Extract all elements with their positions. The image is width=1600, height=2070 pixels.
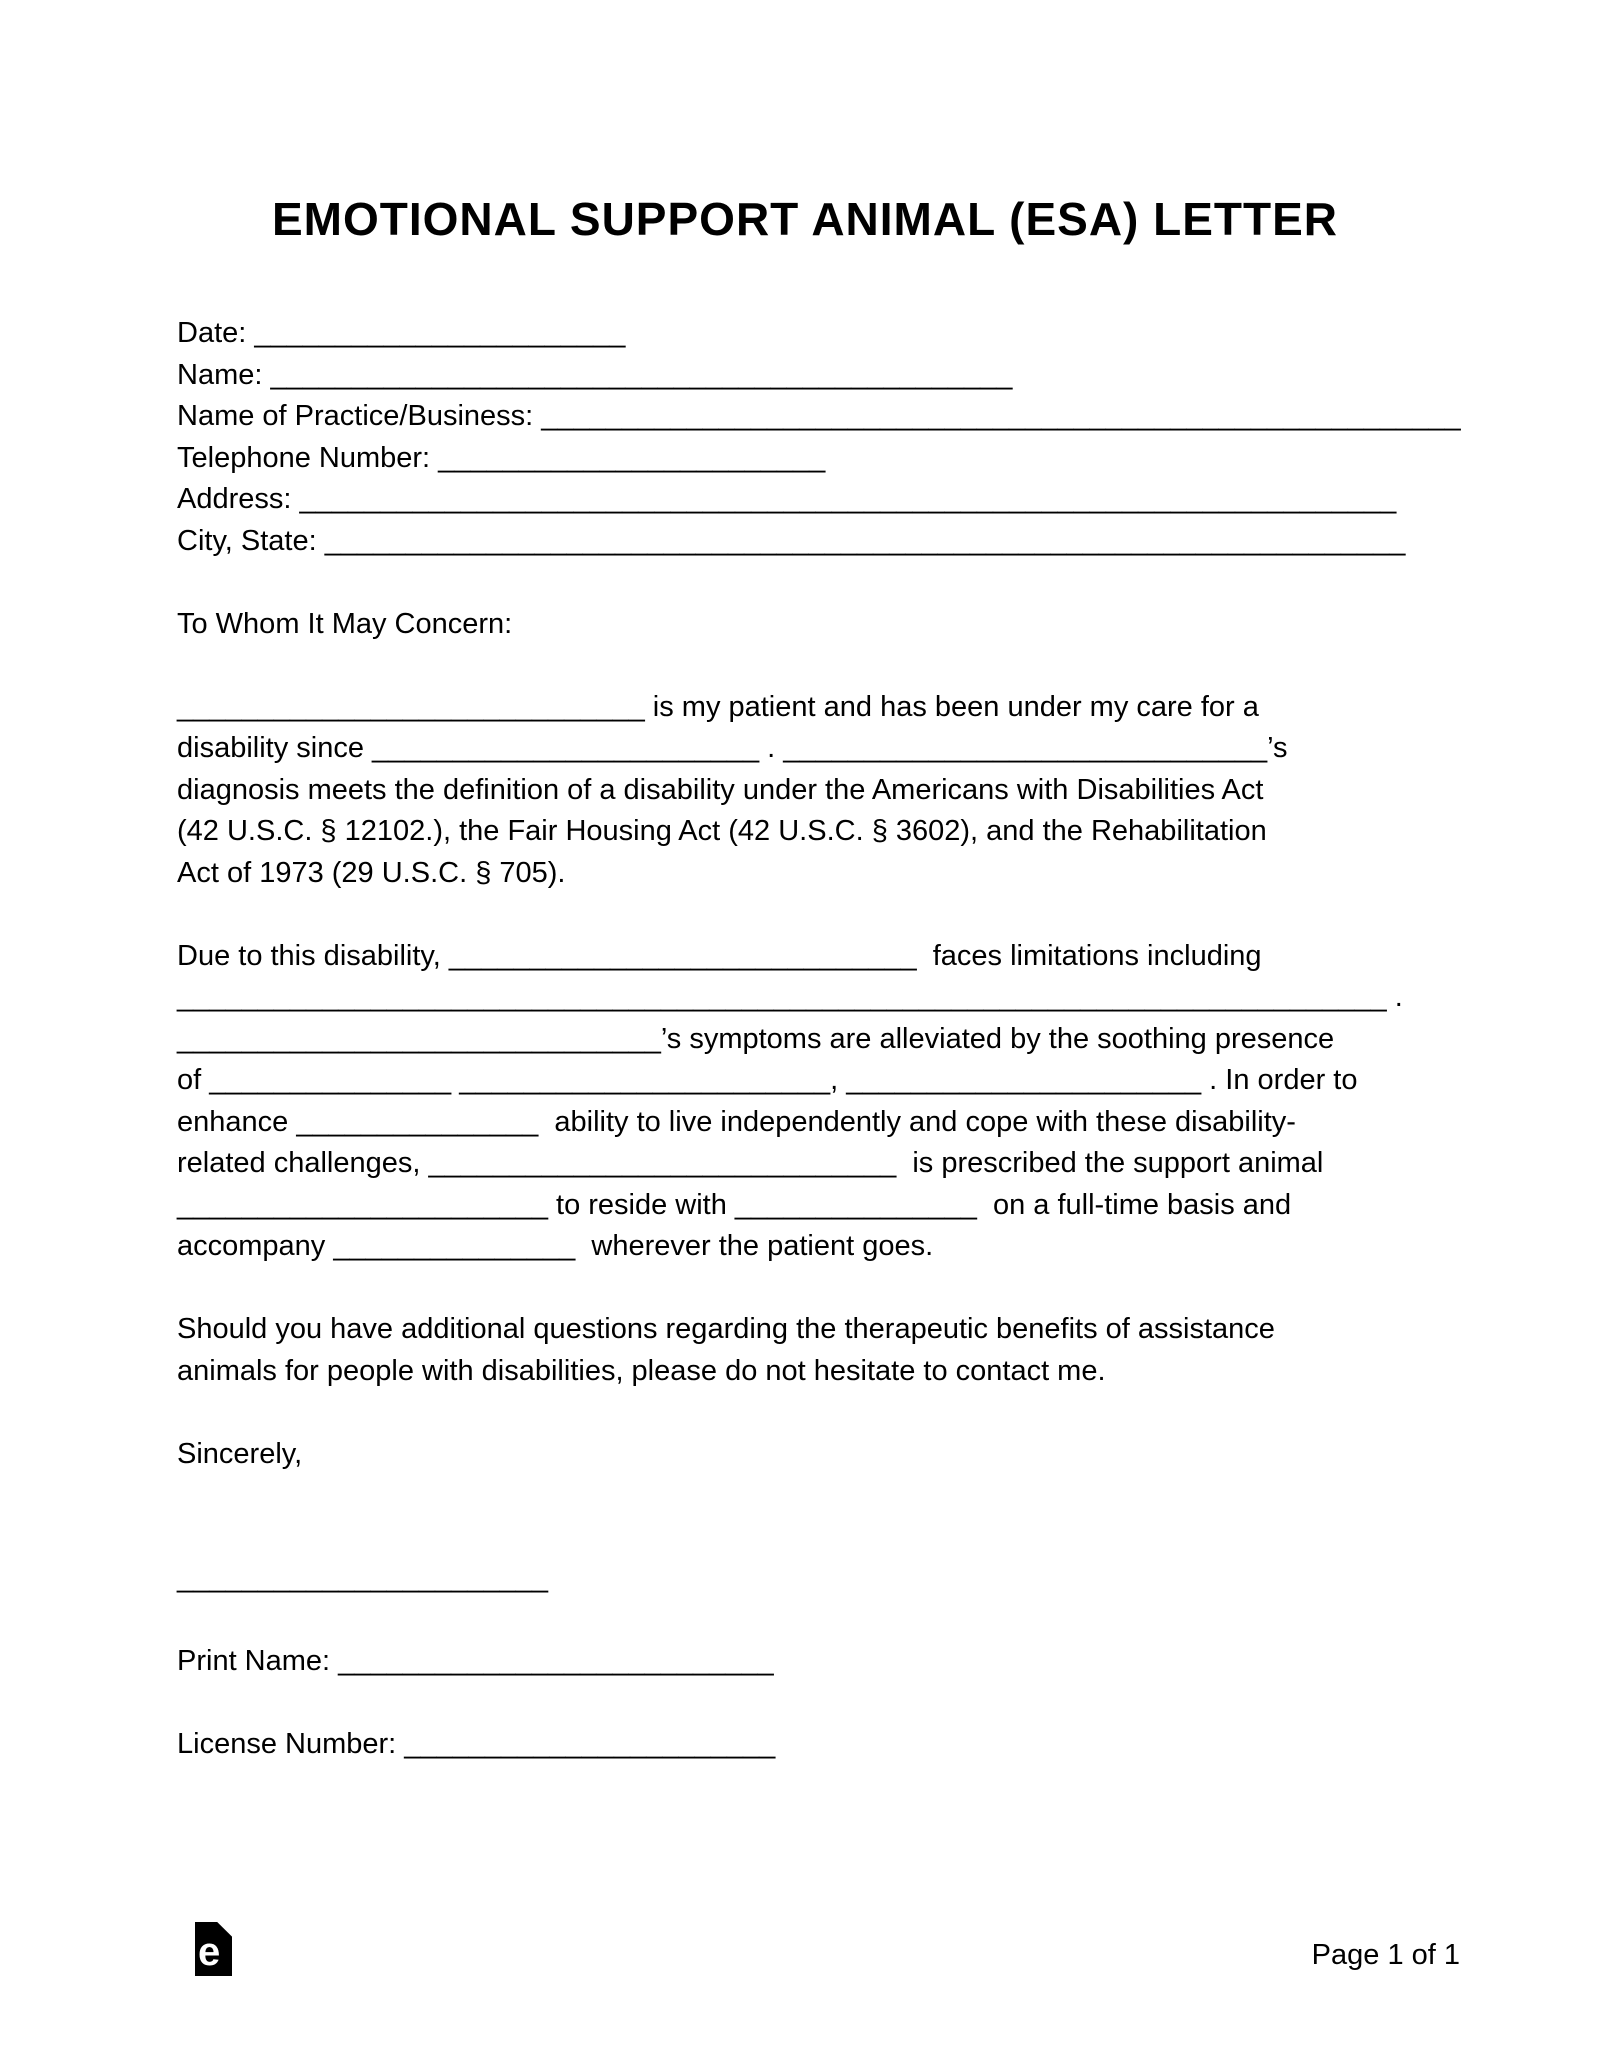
closing: Sincerely, <box>177 1437 303 1470</box>
paragraph-line: ______________________________’s symptoms are alleviated by the soothing presence <box>177 1022 1335 1055</box>
eforms-logo-icon <box>195 1922 232 1976</box>
paragraph-line: of _______________ _______________________, ______________________ . In order to <box>177 1064 1358 1096</box>
document-title: EMOTIONAL SUPPORT ANIMAL (ESA) LETTER <box>271 193 1339 245</box>
field-line-date: Date: _______________________ <box>177 317 626 349</box>
header-fields-block <box>177 313 1461 562</box>
paragraph-line: _____________________________ is my patient and has been under my care for a <box>177 690 1259 723</box>
print-name-line: Print Name: ___________________________ <box>177 1645 774 1677</box>
field-line-address: Address: ____________________________________________________________________ <box>177 483 1397 515</box>
paragraph-additional-questions <box>177 1309 1437 1392</box>
print-name-block <box>177 1641 1437 1683</box>
paragraph-line: diagnosis meets the definition of a disability under the Americans with Disabilities Act <box>177 773 1264 806</box>
paragraph-line: _______________________ to reside with _______________ on a full-time basis and <box>177 1188 1292 1221</box>
paragraph-line: (42 U.S.C. § 12102.), the Fair Housing Act (42 U.S.C. § 3602), and the Rehabilitation <box>177 815 1267 847</box>
paragraph-line: related challenges, _____________________________ is prescribed the support animal <box>177 1147 1324 1179</box>
paragraph-line: enhance _______________ ability to live independently and cope with these disability- <box>177 1105 1296 1138</box>
paragraph-line: animals for people with disabilities, please do not hesitate to contact me. <box>177 1354 1106 1387</box>
signature-line: _______________________ <box>177 1562 548 1594</box>
paragraph-line: disability since ________________________ . ______________________________’s <box>177 732 1288 764</box>
field-line-practice: Name of Practice/Business: _________________________________________________________ <box>177 400 1461 432</box>
page-number: Page 1 of 1 <box>1311 1939 1460 1971</box>
paragraph-patient-care <box>177 687 1437 895</box>
field-line-name: Name: ______________________________________________ <box>177 358 1013 391</box>
license-number-line: License Number: _______________________ <box>177 1728 776 1760</box>
paragraph-line: Should you have additional questions regarding the therapeutic benefits of assistance <box>177 1313 1275 1345</box>
field-line-telephone: Telephone Number: ________________________ <box>177 441 826 474</box>
signature-block <box>177 1558 1437 1600</box>
logo-letter: e <box>198 1930 221 1974</box>
closing-block <box>177 1434 1437 1476</box>
paragraph-disability-limitations <box>177 936 1437 1268</box>
salutation-block <box>177 604 1437 646</box>
field-line-city-state: City, State: ___________________________________________________________________ <box>177 524 1406 557</box>
paragraph-line: Due to this disability, _____________________________ faces limitations including <box>177 939 1262 972</box>
document-body <box>177 313 1461 1766</box>
paragraph-line: Act of 1973 (29 U.S.C. § 705). <box>177 856 566 889</box>
paragraph-line: ___________________________________________________________________________ . <box>177 981 1403 1013</box>
paragraph-line: accompany _______________ wherever the patient goes. <box>177 1230 934 1262</box>
salutation: To Whom It May Concern: <box>177 607 513 640</box>
